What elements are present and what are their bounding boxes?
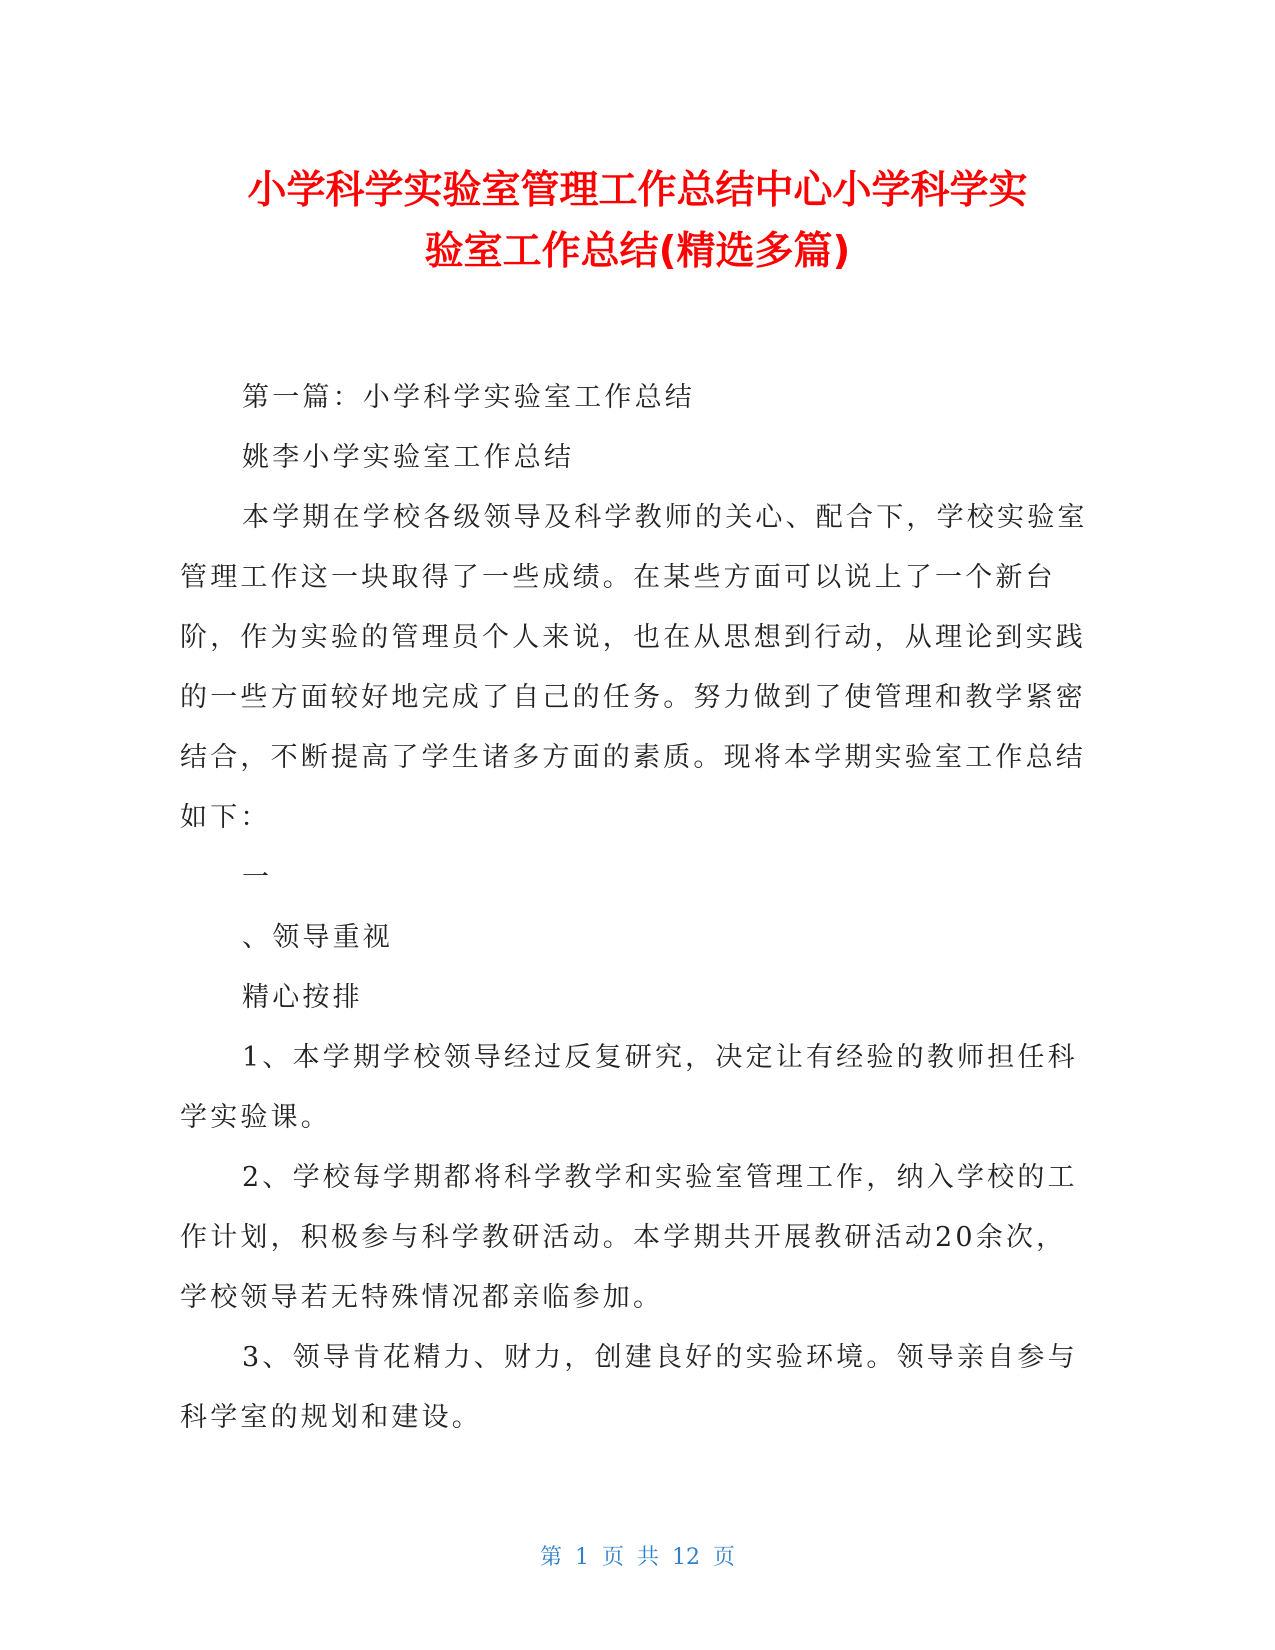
footer-prefix: 第 (539, 1545, 562, 1570)
page-footer (0, 1543, 1275, 1573)
point-heading: 、领导重视 (242, 922, 393, 953)
title-line-2: 验室工作总结(精选多篇) (424, 229, 851, 274)
footer-page-number: 1 (574, 1545, 589, 1570)
document-body (180, 368, 1095, 1448)
title-line-1: 小学科学实验室管理工作总结中心小学科学实 (247, 168, 1028, 213)
document-title (180, 160, 1095, 282)
numbering-fragment: 一 (242, 862, 273, 893)
list-item: 1、本学期学校领导经过反复研究，决定让有经验的教师担任科学实验课。 (180, 1042, 1078, 1133)
footer-suffix: 页 (713, 1545, 736, 1570)
intro-paragraph: 本学期在学校各级领导及科学教师的关心、配合下，学校实验室管理工作这一块取得了一些成绩。在某些方面可以说上了一个新台阶，作为实验的管理员个人来说，也在从思想到行动，从理论到实践的一些方面较好地完成了自己的任务。努力做到了使管理和教学紧密结合，不断提高了学生诸多方面的素质。现将本学期实验室工作总结如下： (180, 502, 1088, 833)
list-item: 3、领导肯花精力、财力，创建良好的实验环境。领导亲自参与科学室的规划和建设。 (180, 1342, 1078, 1433)
section-heading: 第一篇：小学科学实验室工作总结 (242, 382, 695, 413)
sub-heading: 姚李小学实验室工作总结 (242, 442, 575, 473)
list-item: 2、学校每学期都将科学教学和实验室管理工作，纳入学校的工作计划，积极参与科学教研活动。本学期共开展教研活动20余次，学校领导若无特殊情况都亲临参加。 (180, 1162, 1078, 1313)
footer-page-word: 页 (601, 1545, 624, 1570)
footer-total-pages: 12 (672, 1545, 701, 1570)
footer-total-word: 共 (637, 1545, 660, 1570)
point-subheading: 精心按排 (242, 982, 363, 1013)
